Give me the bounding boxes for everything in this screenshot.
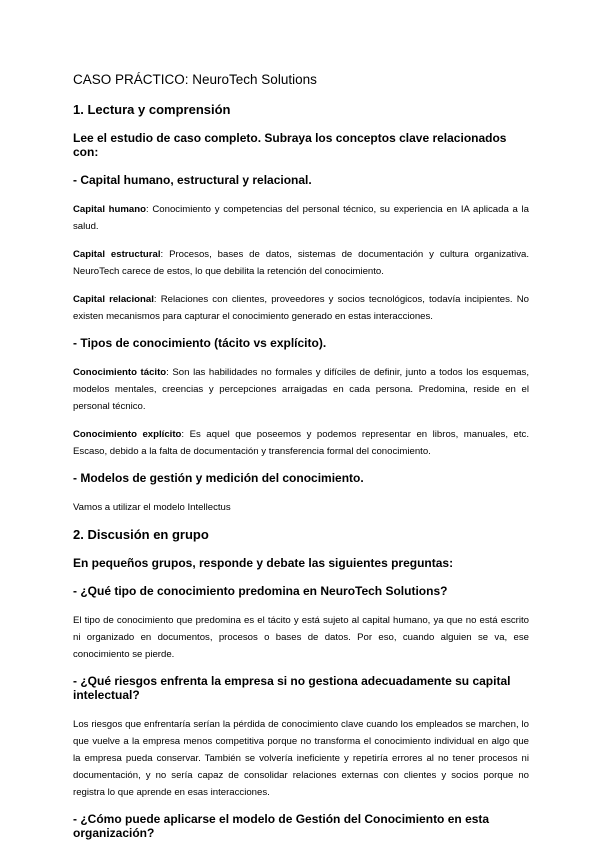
section1-sub3: - Modelos de gestión y medición del conocimiento. [73, 471, 364, 485]
section1-heading: 1. Lectura y comprensión [73, 102, 231, 117]
section1-instruction: Lee el estudio de caso completo. Subraya los conceptos clave relacionados con: [73, 131, 507, 159]
answer-1: El tipo de conocimiento que predomina es el tácito y está sujeto al capital humano, ya que no está escrito ni organizado en documentos, procesos o bases de datos. Por eso, cuando alguien se va, ese conocimiento se pierde. [73, 615, 529, 660]
capital-humano-text: : Conocimiento y competencias del personal técnico, su experiencia en IA aplicada a la salud. [73, 204, 529, 232]
capital-relacional-paragraph [73, 291, 529, 325]
modelo-paragraph: Vamos a utilizar el modelo Intellectus [73, 502, 231, 513]
explicito-paragraph [73, 426, 529, 460]
explicito-label: Conocimiento explícito [73, 429, 182, 440]
section2-heading: 2. Discusión en grupo [73, 527, 209, 542]
capital-estructural-text: : Procesos, bases de datos, sistemas de documentación y cultura organizativa. NeuroTech carece de estos, lo que debilita la retención del conocimiento. [73, 249, 529, 277]
capital-humano-paragraph [73, 201, 529, 235]
capital-relacional-label: Capital relacional [73, 294, 154, 305]
question-2: - ¿Qué riesgos enfrenta la empresa si no gestiona adecuadamente su capital intelectual? [73, 674, 511, 702]
capital-estructural-paragraph [73, 246, 529, 280]
section1-sub1: - Capital humano, estructural y relacional. [73, 173, 312, 187]
tacito-paragraph [73, 364, 529, 415]
section2-instruction: En pequeños grupos, responde y debate las siguientes preguntas: [73, 556, 454, 570]
capital-relacional-text: : Relaciones con clientes, proveedores y socios tecnológicos, todavía incipientes. No existen mecanismos para capturar el conocimiento generado en estas interacciones. [73, 294, 529, 322]
question-3: - ¿Cómo puede aplicarse el modelo de Gestión del Conocimiento en esta organización? [73, 812, 490, 840]
document-title: CASO PRÁCTICO: NeuroTech Solutions [73, 72, 317, 87]
question-1: - ¿Qué tipo de conocimiento predomina en NeuroTech Solutions? [73, 584, 448, 598]
explicito-text: : Es aquel que poseemos y podemos representar en libros, manuales, etc. Escaso, debido a la falta de documentación y transferencia formal del conocimiento. [73, 429, 529, 457]
capital-estructural-label: Capital estructural [73, 249, 161, 260]
tacito-text: : Son las habilidades no formales y difíciles de definir, junto a todos los esquemas, modelos mentales, creencias y percepciones arraigadas en cada persona. Predomina, reside en el personal técnico. [73, 367, 529, 412]
document-content [73, 72, 529, 854]
capital-humano-label: Capital humano [73, 204, 146, 215]
answer-2: Los riesgos que enfrentaría serían la pérdida de conocimiento clave cuando los empleados se marchen, lo que vuelve a la empresa menos competitiva porque no transforma el conocimiento individual en algo que la empresa pueda conservar. También se volvería ineficiente y repetiría errores al no tener procesos ni documentación, y no sería capaz de consolidar relaciones externas con clientes y socios porque no registra lo que aprende en esas interacciones. [73, 719, 529, 798]
tacito-label: Conocimiento tácito [73, 367, 167, 378]
section1-sub2: - Tipos de conocimiento (tácito vs explícito). [73, 336, 327, 350]
